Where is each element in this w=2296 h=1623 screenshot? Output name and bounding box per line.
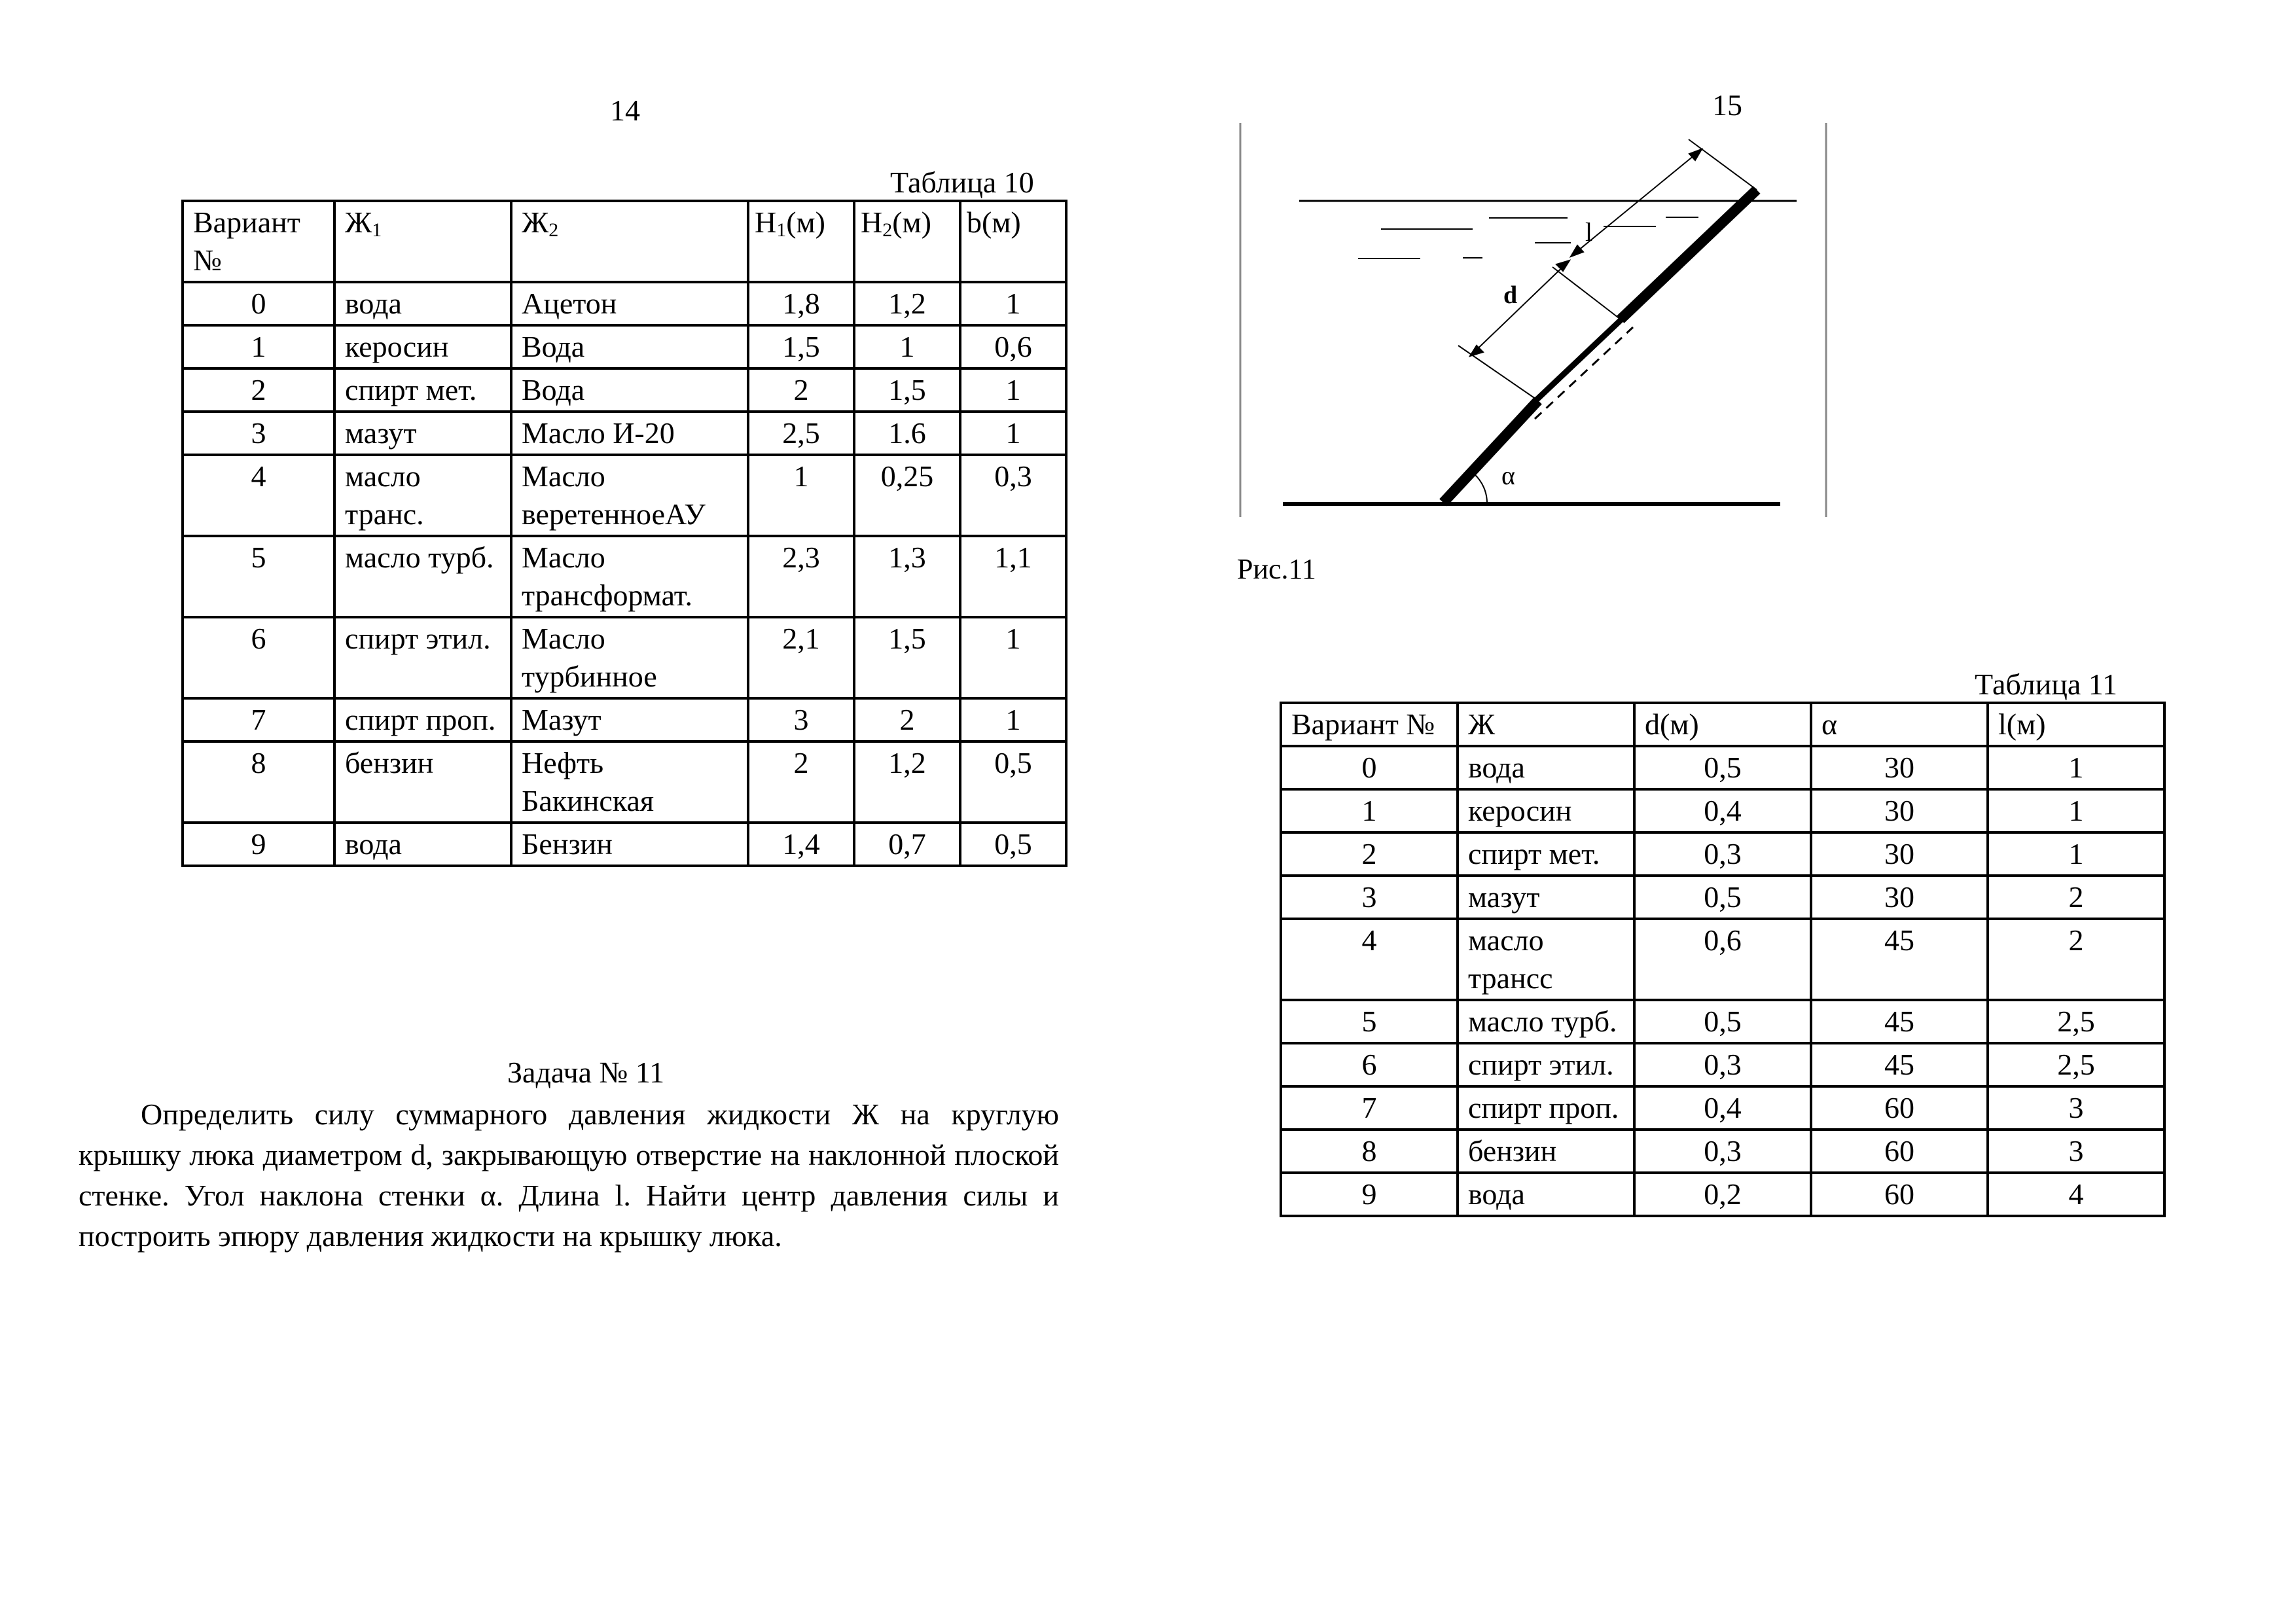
- table-cell: 2: [1281, 832, 1458, 876]
- table-cell: Масло И-20: [511, 412, 748, 455]
- table-cell: 0: [1281, 746, 1458, 789]
- table-cell: 4: [1988, 1173, 2164, 1216]
- table-row: [1281, 876, 2164, 919]
- table-cell: 1,1: [960, 536, 1066, 617]
- header-variant: Вариант №: [183, 201, 334, 282]
- alpha-arc: [1474, 474, 1487, 504]
- table-cell: 3: [1281, 876, 1458, 919]
- dimension-d: [1470, 260, 1570, 356]
- table-cell: 3: [1988, 1086, 2164, 1130]
- table-cell: масло транс.: [334, 455, 511, 536]
- table-row: [1281, 1043, 2164, 1086]
- table-cell: 6: [1281, 1043, 1458, 1086]
- table-row: [1281, 1086, 2164, 1130]
- table-cell: 1: [960, 412, 1066, 455]
- table-cell: 1: [960, 698, 1066, 741]
- page-number-left: 14: [610, 94, 640, 127]
- table-cell: 2: [1988, 919, 2164, 1000]
- table-cell: вода: [334, 823, 511, 866]
- table-cell: 0,4: [1634, 1086, 1811, 1130]
- table-cell: 45: [1811, 1000, 1988, 1043]
- table-cell: спирт проп.: [334, 698, 511, 741]
- table-cell: 1: [960, 368, 1066, 412]
- table-cell: 1,2: [854, 741, 960, 823]
- table-cell: бензин: [334, 741, 511, 823]
- table-cell: 5: [1281, 1000, 1458, 1043]
- table-cell: 2,1: [748, 617, 854, 698]
- table-cell: 3: [183, 412, 334, 455]
- header-h1: $H_1(м)$: [748, 201, 854, 282]
- table-cell: 1: [748, 455, 854, 536]
- table-cell: Масло турбинное: [511, 617, 748, 698]
- table-cell: 4: [1281, 919, 1458, 1000]
- table-cell: вода: [1458, 746, 1634, 789]
- table-cell: спирт мет.: [334, 368, 511, 412]
- table-cell: 1: [1988, 746, 2164, 789]
- table-cell: 0,5: [1634, 746, 1811, 789]
- table-cell: 1: [960, 617, 1066, 698]
- table-11: [1280, 702, 2166, 1217]
- table-cell: спирт этил.: [334, 617, 511, 698]
- table-10-caption: Таблица 10: [890, 166, 1034, 199]
- table-cell: мазут: [334, 412, 511, 455]
- table-cell: 2,5: [748, 412, 854, 455]
- table-cell: Вода: [511, 368, 748, 412]
- table-cell: 1,3: [854, 536, 960, 617]
- table-cell: 0,5: [960, 823, 1066, 866]
- table-cell: 1,8: [748, 282, 854, 325]
- table-cell: 60: [1811, 1086, 1988, 1130]
- table-cell: 2: [1988, 876, 2164, 919]
- header-alpha: α: [1811, 703, 1988, 746]
- table-cell: спирт мет.: [1458, 832, 1634, 876]
- table-row: [1281, 1173, 2164, 1216]
- table-cell: масло турб.: [334, 536, 511, 617]
- table-cell: 60: [1811, 1173, 1988, 1216]
- table-11-header-row: [1281, 703, 2164, 746]
- table-cell: 6: [183, 617, 334, 698]
- table-cell: спирт проп.: [1458, 1086, 1634, 1130]
- table-row: [1281, 746, 2164, 789]
- table-cell: 1: [183, 325, 334, 368]
- figure-caption: Рис.11: [1237, 553, 1316, 585]
- table-cell: 45: [1811, 1043, 1988, 1086]
- table-cell: 1: [1281, 789, 1458, 832]
- table-cell: 1: [1988, 832, 2164, 876]
- table-cell: 9: [1281, 1173, 1458, 1216]
- table-cell: 1,5: [854, 368, 960, 412]
- table-cell: масло турб.: [1458, 1000, 1634, 1043]
- table-cell: 3: [1988, 1130, 2164, 1173]
- table-cell: Нефть Бакинская: [511, 741, 748, 823]
- table-row: [1281, 919, 2164, 1000]
- table-cell: 4: [183, 455, 334, 536]
- table-cell: 9: [183, 823, 334, 866]
- label-l: l: [1585, 217, 1593, 247]
- table-row: [1281, 789, 2164, 832]
- table-cell: 0,25: [854, 455, 960, 536]
- table-cell: 2: [854, 698, 960, 741]
- table-cell: 7: [183, 698, 334, 741]
- table-cell: 1,4: [748, 823, 854, 866]
- table-cell: керосин: [334, 325, 511, 368]
- header-h2: $H_2(м)$: [854, 201, 960, 282]
- header-l: l(м): [1988, 703, 2164, 746]
- table-cell: вода: [334, 282, 511, 325]
- table-cell: 0,2: [1634, 1173, 1811, 1216]
- wall-lower-segment: [1443, 401, 1538, 503]
- table-cell: 1.6: [854, 412, 960, 455]
- table-cell: 30: [1811, 789, 1988, 832]
- table-cell: 0,3: [1634, 1130, 1811, 1173]
- header-zh: Ж: [1458, 703, 1634, 746]
- table-cell: Масло веретенноеАУ: [511, 455, 748, 536]
- table-cell: вода: [1458, 1173, 1634, 1216]
- table-cell: бензин: [1458, 1130, 1634, 1173]
- table-cell: 2,5: [1988, 1000, 2164, 1043]
- header-zh1: $Ж_1$: [334, 201, 511, 282]
- table-cell: 1,2: [854, 282, 960, 325]
- wall-upper-segment: [1621, 190, 1757, 319]
- table-cell: Масло трансформат.: [511, 536, 748, 617]
- table-cell: 2: [748, 741, 854, 823]
- table-cell: 0,3: [960, 455, 1066, 536]
- table-cell: Вода: [511, 325, 748, 368]
- table-cell: 0,7: [854, 823, 960, 866]
- label-d: d: [1503, 281, 1518, 309]
- table-cell: 0,6: [1634, 919, 1811, 1000]
- header-zh2: $Ж_2$: [511, 201, 748, 282]
- table-row: [1281, 832, 2164, 876]
- header-d: d(м): [1634, 703, 1811, 746]
- table-cell: 1,5: [854, 617, 960, 698]
- table-cell: 30: [1811, 746, 1988, 789]
- table-cell: 0,5: [1634, 1000, 1811, 1043]
- opening-dashed-line: [1535, 327, 1633, 419]
- table-cell: 1: [960, 282, 1066, 325]
- table-cell: Бензин: [511, 823, 748, 866]
- table-cell: керосин: [1458, 789, 1634, 832]
- table-row: [1281, 1130, 2164, 1173]
- table-cell: 1: [854, 325, 960, 368]
- table-cell: мазут: [1458, 876, 1634, 919]
- table-cell: масло трансс: [1458, 919, 1634, 1000]
- hatch-lid: [1530, 313, 1628, 406]
- header-variant: Вариант №: [1281, 703, 1458, 746]
- table-cell: 3: [748, 698, 854, 741]
- liquid-dashes: [1358, 217, 1698, 259]
- table-cell: 0,3: [1634, 832, 1811, 876]
- table-cell: 2,3: [748, 536, 854, 617]
- table-cell: 1,5: [748, 325, 854, 368]
- label-alpha: α: [1501, 461, 1515, 490]
- table-cell: 7: [1281, 1086, 1458, 1130]
- table-cell: 8: [1281, 1130, 1458, 1173]
- table-cell: 60: [1811, 1130, 1988, 1173]
- table-cell: 45: [1811, 919, 1988, 1000]
- table-cell: 0,5: [1634, 876, 1811, 919]
- table-11-caption: Таблица 11: [1975, 668, 2118, 701]
- table-cell: 30: [1811, 832, 1988, 876]
- table-cell: 8: [183, 741, 334, 823]
- table-cell: 2,5: [1988, 1043, 2164, 1086]
- table-cell: 2: [183, 368, 334, 412]
- table-cell: Ацетон: [511, 282, 748, 325]
- table-cell: Мазут: [511, 698, 748, 741]
- table-cell: 0,3: [1634, 1043, 1811, 1086]
- table-cell: 30: [1811, 876, 1988, 919]
- table-cell: 5: [183, 536, 334, 617]
- table-cell: 0,4: [1634, 789, 1811, 832]
- table-cell: 1: [1988, 789, 2164, 832]
- table-cell: спирт этил.: [1458, 1043, 1634, 1086]
- task-text: Определить силу суммарного давления жидкости Ж на круглую крышку люка диаметром d, закрывающую отверстие на наклонной плоской стенке. Угол наклона стенки α. Длина l. Найти центр давления силы и построить эпюру давления жидкости на крышку люка.: [79, 1097, 1059, 1253]
- task-title: Задача № 11: [507, 1056, 665, 1089]
- table-cell: 0,5: [960, 741, 1066, 823]
- page-number-right: 15: [1712, 88, 1742, 122]
- extension-lines: [1458, 139, 1757, 401]
- table-cell: 2: [748, 368, 854, 412]
- table-cell: 0,6: [960, 325, 1066, 368]
- table-row: [1281, 1000, 2164, 1043]
- table-cell: 0: [183, 282, 334, 325]
- header-b: b(м): [960, 201, 1066, 282]
